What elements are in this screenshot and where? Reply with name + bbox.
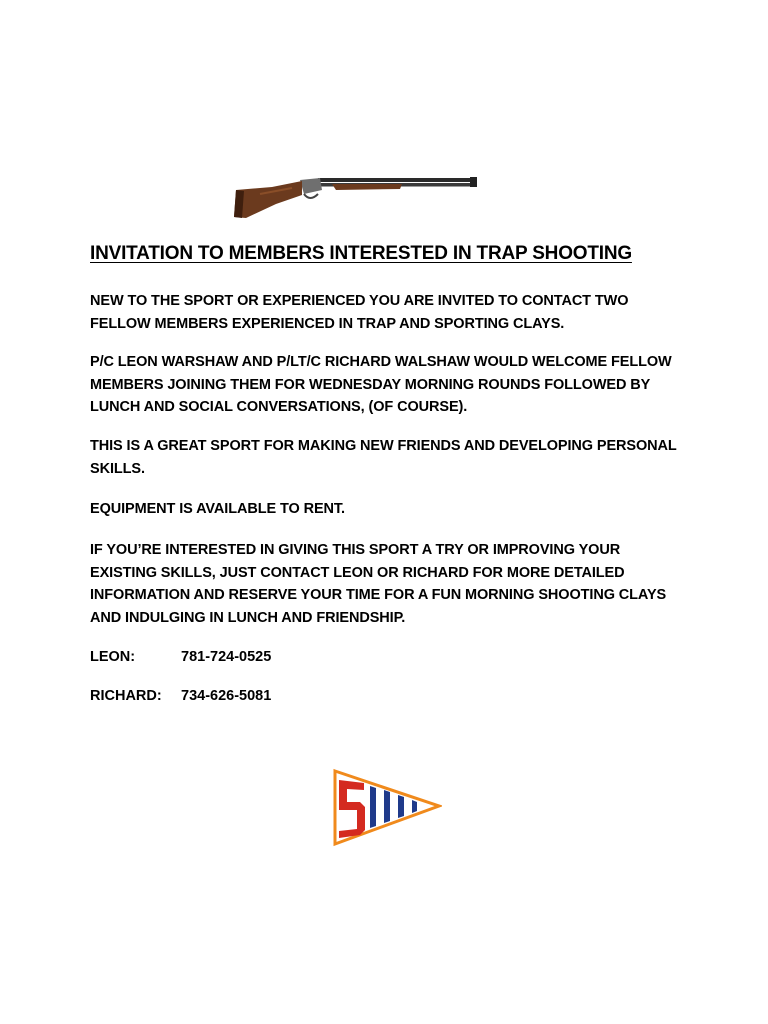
paragraph-contact-info: IF YOU’RE INTERESTED IN GIVING THIS SPORT A TRY OR IMPROVING YOUR EXISTING SKILLS, JUST CONTACT LEON OR RICHARD FOR MORE DETAILED INFORMATION AND RESERVE YOUR TIME FOR A FUN MORNING SHOOTING CLAYS AND INDULGING IN LUNCH AND FRIENDSHIP.: [90, 542, 667, 626]
contact-row-richard: [90, 685, 271, 708]
paragraph-intro: NEW TO THE SPORT OR EXPERIENCED YOU ARE INVITED TO CONTACT TWO FELLOW MEMBERS EXPERIENCED IN TRAP AND SPORTING CLAYS.: [90, 293, 629, 332]
shotgun-image: [232, 174, 478, 220]
contact-phone: 781-724-0525: [181, 649, 272, 665]
contact-name: LEON:: [90, 649, 136, 665]
burgee-flag-image: [332, 768, 442, 848]
contact-phone: 734-626-5081: [181, 688, 272, 704]
paragraph-friends: THIS IS A GREAT SPORT FOR MAKING NEW FRIENDS AND DEVELOPING PERSONAL SKILLS.: [90, 438, 677, 477]
paragraph-hosts: P/C LEON WARSHAW AND P/LT/C RICHARD WALSHAW WOULD WELCOME FELLOW MEMBERS JOINING THEM FOR WEDNESDAY MORNING ROUNDS FOLLOWED BY LUNCH AND SOCIAL CONVERSATIONS, (OF COURSE).: [90, 354, 672, 415]
paragraph-equipment: EQUIPMENT IS AVAILABLE TO RENT.: [90, 501, 345, 517]
page-title: INVITATION TO MEMBERS INTERESTED IN TRAP SHOOTING: [90, 243, 632, 264]
contact-name: RICHARD:: [90, 688, 162, 704]
contact-row-leon: [90, 646, 271, 669]
